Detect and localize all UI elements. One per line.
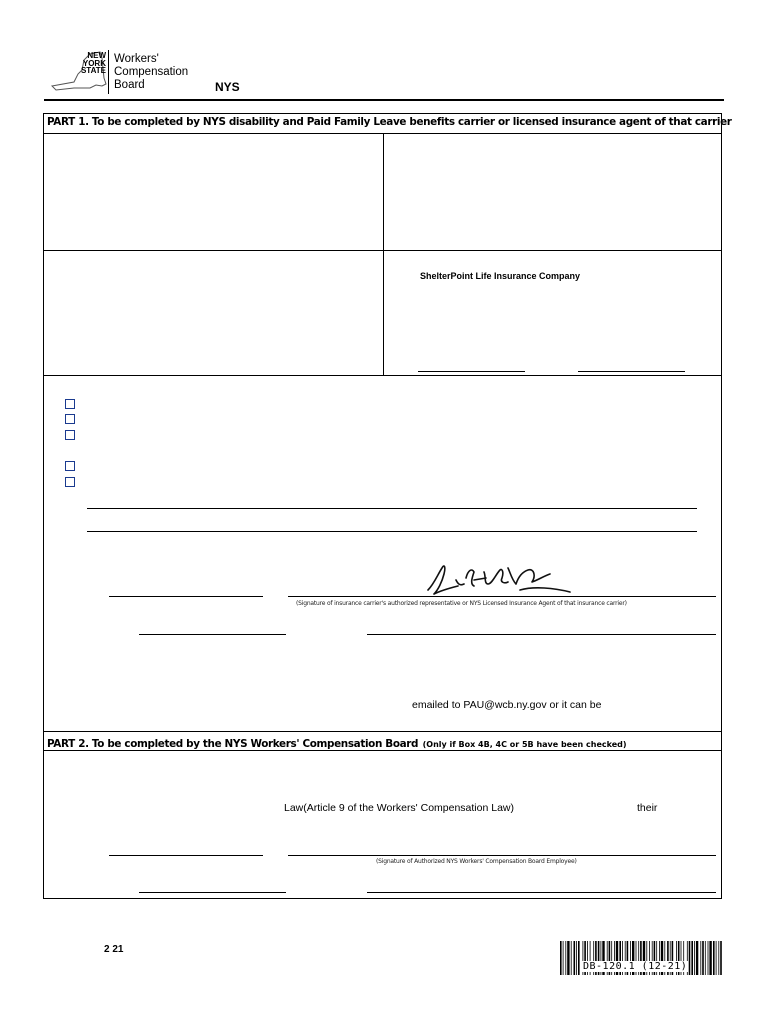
part2-title-note: (Only if Box 4B, 4C or 5B have been checked) (422, 740, 627, 749)
checkbox-4c[interactable] (65, 430, 75, 440)
divider (43, 731, 722, 732)
divider (43, 250, 722, 251)
date-line (418, 371, 525, 372)
date-line[interactable] (109, 855, 263, 856)
nys-label: NYS (215, 80, 240, 94)
date-line (578, 371, 685, 372)
page-code: 2 21 (104, 944, 124, 955)
grid-vertical-divider (383, 133, 384, 376)
part1-title: PART 1. To be completed by NYS disability and Paid Family Leave benefits carrier or licensed insurance agent of that carrier (47, 116, 732, 128)
logo-state-text: NEW YORK STATE (80, 51, 106, 75)
text-line[interactable] (139, 634, 286, 635)
text-line[interactable] (139, 892, 286, 893)
text-line[interactable] (367, 892, 716, 893)
checkbox-5a[interactable] (65, 461, 75, 471)
carrier-name: ShelterPoint Life Insurance Company (420, 271, 581, 281)
text-line[interactable] (87, 508, 697, 509)
email-text: emailed to PAU@wcb.ny.gov or it can be (412, 699, 602, 711)
signature-line[interactable] (288, 855, 716, 856)
law-text: Law(Article 9 of the Workers' Compensation Law) (284, 802, 514, 814)
checkbox-4b[interactable] (65, 414, 75, 424)
checkbox-5b[interactable] (65, 477, 75, 487)
agency-name: Workers' Compensation Board (114, 53, 189, 91)
checkbox-4a[interactable] (65, 399, 75, 409)
their-text: their (637, 802, 658, 814)
divider (43, 375, 722, 376)
form-code: DB-120.1 (12-21) (583, 961, 688, 972)
text-line[interactable] (367, 634, 716, 635)
header-rule (44, 99, 724, 101)
handwritten-signature (424, 560, 574, 602)
part2-signature-caption: (Signature of Authorized NYS Workers' Compensation Board Employee) (376, 858, 577, 865)
logo-divider (108, 50, 109, 94)
divider (43, 750, 722, 751)
date-line[interactable] (109, 596, 263, 597)
part2-title: PART 2. To be completed by the NYS Workers' Compensation Board (47, 738, 419, 750)
part1-signature-caption: (Signature of insurance carrier's authorized representative or NYS Licensed Insurance Agent of that insurance carrier) (296, 600, 627, 607)
text-line[interactable] (87, 531, 697, 532)
